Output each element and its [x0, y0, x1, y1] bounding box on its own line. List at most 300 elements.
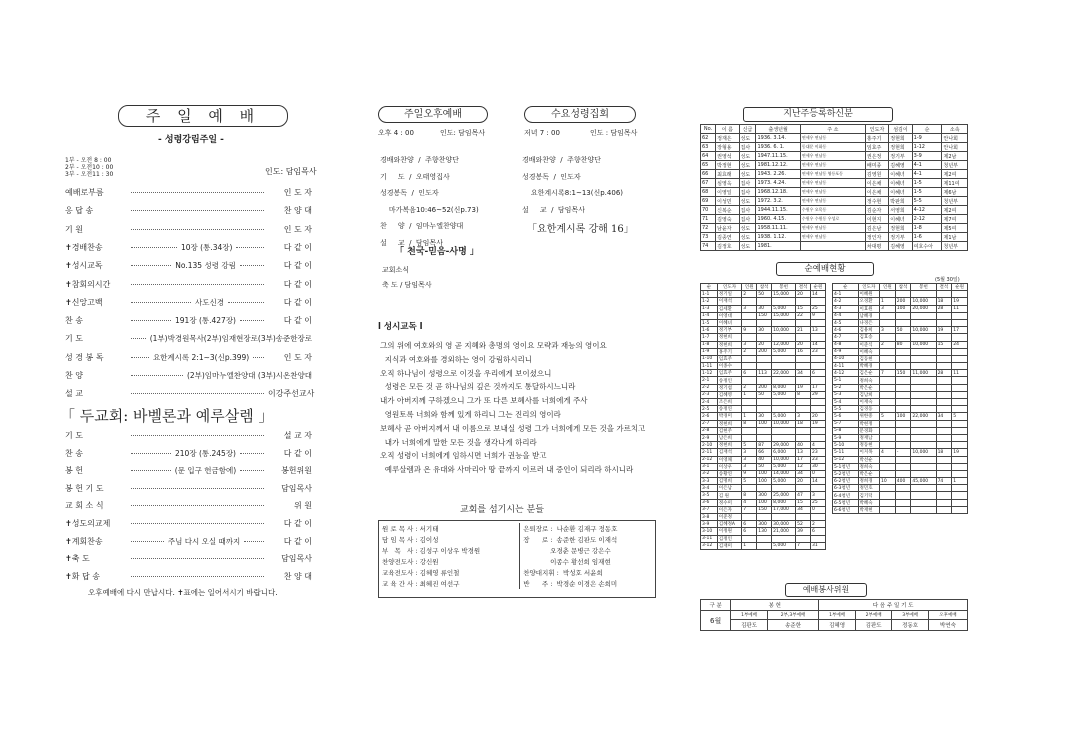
leader-dots [131, 393, 264, 394]
servers-row [379, 567, 655, 578]
attendance-cell [880, 442, 896, 449]
attendance-cell: 김용희 [858, 327, 880, 334]
attendance-cell [952, 499, 968, 506]
visitors-cell: 성도 [739, 152, 756, 161]
attendance-cell [936, 363, 952, 370]
order-person: 위 원 [294, 501, 312, 511]
attendance-cell: 19 [952, 449, 968, 456]
attendance-cell [911, 291, 936, 298]
attendance-cell [895, 291, 911, 298]
visitors-cell: 박판희 [889, 197, 912, 206]
attendance-cell [911, 485, 936, 492]
attendance-cell: 정희숙 [858, 377, 880, 384]
order-person: 담임목사 [281, 554, 312, 564]
attendance-cell [895, 499, 911, 506]
attendance-header-cell: 인원 [880, 284, 896, 291]
attendance-cell: 14,000 [772, 470, 796, 477]
attendance-cell [895, 312, 911, 319]
attendance-cell: 80 [895, 341, 911, 348]
attendance-cell: 5,000 [772, 391, 796, 398]
visitors-cell: 이은채 [865, 179, 888, 188]
visitors-cell: 74 [701, 242, 716, 251]
attendance-header-cell: 순원 [811, 284, 826, 291]
attendance-cell [811, 399, 826, 406]
attendance-cell: 정희숙 [858, 463, 880, 470]
attendance-cell: 2-8 [701, 427, 718, 434]
leader-dots [131, 357, 149, 358]
order-item: 봉 헌 기 도 [65, 483, 104, 493]
visitors-cell: 김혜영 [889, 242, 912, 251]
attendance-row [701, 413, 826, 420]
attendance-cell: 15 [796, 305, 811, 312]
servers-cell: 장 로 : 송준한 김판도 이재석 [520, 534, 655, 545]
attendance-cell: 19 [952, 298, 968, 305]
attendance-cell: 4-4 [833, 312, 859, 319]
attendance-row [833, 442, 968, 449]
visitors-cell: 연세우 연남동 [800, 188, 865, 197]
attendance-cell: 김현주 [717, 427, 741, 434]
order-row [65, 187, 312, 198]
order-row [65, 571, 312, 582]
visitors-cell: 1-5 [912, 179, 942, 188]
visitors-header-cell: 신급 [739, 125, 756, 134]
leader-dots [244, 541, 264, 542]
visitors-cell: 김종연 [716, 233, 739, 242]
visitors-cell: 권은정 [865, 152, 888, 161]
attendance-cell: 0 [811, 470, 826, 477]
attendance-cell [772, 319, 796, 326]
duty-header-cell: 구 분 [701, 600, 731, 611]
duty-name-cell: 김혜영 [819, 620, 856, 631]
duty-name-cell: 김판도 [855, 620, 892, 631]
attendance-cell: 9 [742, 327, 757, 334]
attendance-cell: 23 [811, 456, 826, 463]
attendance-cell: 2-7 [701, 420, 718, 427]
duty-header-cell: 봉 헌 [731, 600, 819, 611]
attendance-cell: 1 [952, 478, 968, 485]
wednesday-sermon: 「요한계시록 강해 16」 [527, 224, 634, 235]
attendance-cell [952, 470, 968, 477]
order-item: ✝축 도 [65, 554, 90, 564]
visitors-cell: 차대평 [865, 242, 888, 251]
visitors-cell: 62 [701, 134, 716, 143]
attendance-cell [936, 463, 952, 470]
attendance-cell: 김 원 [717, 492, 741, 499]
attendance-cell: 6-4청년 [833, 492, 859, 499]
duty-header-row [701, 600, 968, 611]
attendance-row [701, 420, 826, 427]
attendance-cell: 박경미 [717, 413, 741, 420]
attendance-cell: 22,000 [911, 413, 936, 420]
order-detail: (1부)박경원목사(2부)임재현장로(3부)송준한장로 [149, 334, 312, 344]
attendance-cell: 2-12 [701, 456, 718, 463]
order-row [65, 315, 312, 326]
attendance-cell: 1-9 [701, 348, 718, 355]
visitors-cell: 김정호 [716, 242, 739, 251]
attendance-cell: 8 [742, 492, 757, 499]
visitors-header-cell: 순 [912, 125, 942, 134]
visitors-cell: 제2여 [942, 206, 968, 215]
attendance-cell [880, 334, 896, 341]
attendance-cell [952, 384, 968, 391]
leader-dots [131, 470, 171, 471]
attendance-cell: 5-2 [833, 384, 859, 391]
attendance-cell [895, 485, 911, 492]
attendance-cell: 2 [742, 384, 757, 391]
main-service-subtitle: - 성령강림주일 - [158, 135, 224, 145]
attendance-cell: 3-9 [701, 521, 718, 528]
visitors-header-cell: 주 소 [800, 125, 865, 134]
attendance-cell: 4-2 [833, 298, 859, 305]
attendance-cell [772, 406, 796, 413]
attendance-cell: 김혜영 [717, 391, 741, 398]
attendance-cell: 300 [757, 492, 772, 499]
order-row [65, 205, 312, 216]
attendance-cell [811, 319, 826, 326]
attendance-cell [911, 355, 936, 362]
visitors-cell: 4-1 [912, 170, 942, 179]
leader-dots [131, 505, 264, 506]
attendance-header-cell: 참석 [895, 284, 911, 291]
attendance-cell: 29 [811, 391, 826, 398]
attendance-row [833, 291, 968, 298]
order-row [65, 242, 312, 253]
attendance-cell [911, 442, 936, 449]
main-service-title: 주 일 예 배 [118, 105, 288, 127]
visitors-cell: 연세우 연남동 [800, 134, 865, 143]
attendance-row [701, 470, 826, 477]
attendance-cell: 남은희 [717, 434, 741, 441]
attendance-cell [911, 348, 936, 355]
visitors-cell: 1938. 1.12. [756, 233, 800, 242]
attendance-cell [936, 399, 952, 406]
visitors-cell: 김영숙 [716, 215, 739, 224]
attendance-cell: 47 [796, 492, 811, 499]
attendance-cell: 김남희 [858, 391, 880, 398]
attendance-cell: 1-5 [701, 319, 718, 326]
attendance-cell: 2-6 [701, 413, 718, 420]
attendance-cell [936, 319, 952, 326]
visitors-cell: 수원우 수원동 우성로 [800, 215, 865, 224]
reading-line: 성령은 모든 것 곧 하나님의 깊은 것까지도 통달하시느니라 [380, 382, 576, 392]
reading-line: 오직 성령이 너희에게 임하시면 너희가 권능을 받고 [380, 451, 547, 461]
order-row [65, 518, 312, 529]
attendance-cell: 3-4 [701, 485, 718, 492]
attendance-cell: 4 [811, 442, 826, 449]
leader-dots [131, 338, 146, 339]
duty-service-cell: 오후예배 [928, 611, 967, 620]
attendance-row [701, 506, 826, 513]
attendance-cell: 3 [796, 413, 811, 420]
attendance-header-cell: 순 [701, 284, 718, 291]
order-detail: (2부)임마누엘찬양대 (3부)시온찬양대 [186, 371, 312, 380]
attendance-cell [952, 319, 968, 326]
attendance-cell: 1 [742, 413, 757, 420]
visitors-cell: 4-12 [912, 206, 942, 215]
attendance-cell: 1 [742, 391, 757, 398]
attendance-cell [952, 363, 968, 370]
attendance-cell [936, 492, 952, 499]
order-person: 설 교 자 [283, 431, 312, 440]
visitors-cell: 집사 [739, 215, 756, 224]
attendance-cell [895, 434, 911, 441]
attendance-cell [936, 377, 952, 384]
attendance-cell: 10,000 [911, 449, 936, 456]
attendance-cell [796, 406, 811, 413]
attendance-cell: 박혜경 [858, 363, 880, 370]
attendance-cell [772, 434, 796, 441]
attendance-cell [772, 399, 796, 406]
attendance-cell [936, 406, 952, 413]
attendance-header-cell: 인도자 [717, 284, 741, 291]
order-item: 기 원 [65, 224, 83, 234]
attendance-cell: 5 [742, 478, 757, 485]
attendance-cell: 20 [811, 413, 826, 420]
order-item: 봉 헌 [65, 466, 83, 476]
attendance-cell: 정기일 [717, 291, 741, 298]
leader-dots [131, 435, 264, 436]
attendance-row [701, 463, 826, 470]
order-person: 담임목사 [281, 483, 312, 493]
attendance-cell: 2-3 [701, 391, 718, 398]
visitors-cell: 1960. 4.15. [756, 215, 800, 224]
attendance-cell: 4-3 [833, 305, 859, 312]
attendance-cell: 2-4 [701, 399, 718, 406]
attendance-cell [911, 377, 936, 384]
attendance-cell: 4-5 [833, 319, 859, 326]
attendance-cell: 100 [895, 413, 911, 420]
leader-dots [240, 470, 264, 471]
attendance-cell [796, 355, 811, 362]
attendance-cell: 5,000 [772, 348, 796, 355]
attendance-cell: 6 [811, 528, 826, 535]
attendance-row [833, 434, 968, 441]
order-item: 예배로부름 [65, 188, 104, 197]
attendance-cell [895, 319, 911, 326]
attendance-cell: 34 [796, 470, 811, 477]
attendance-cell: 3-6 [701, 499, 718, 506]
attendance-row [701, 456, 826, 463]
reading-line: 내가 너희에게 말한 모든 것을 생각나게 하리라 [380, 437, 537, 447]
order-person: 다 같 이 [283, 448, 312, 458]
order-row [65, 536, 312, 547]
visitors-header-cell: 인도자 [865, 125, 888, 134]
attendance-row [701, 528, 826, 535]
visitors-cell: 제11여 [942, 179, 968, 188]
order-item: ✝참회의시간 [65, 279, 111, 289]
attendance-cell [811, 434, 826, 441]
attendance-cell: 5-7 [833, 420, 859, 427]
attendance-cell: 12 [796, 463, 811, 470]
attendance-cell [895, 363, 911, 370]
visitors-row [701, 161, 968, 170]
attendance-header-cell: 순 [833, 284, 859, 291]
attendance-row [833, 413, 968, 420]
attendance-cell: 오경환 [858, 298, 880, 305]
attendance-cell [880, 291, 896, 298]
attendance-row [701, 406, 826, 413]
attendance-cell: 김기덕 [858, 492, 880, 499]
attendance-header-cell: 인도자 [858, 284, 880, 291]
attendance-cell [936, 355, 952, 362]
attendance-cell: 18 [936, 298, 952, 305]
reading-line: 지식과 여호와를 경외하는 영이 강림하시리니 [380, 354, 532, 364]
attendance-cell [796, 319, 811, 326]
attendance-row [833, 348, 968, 355]
attendance-header-cell: 결석 [936, 284, 952, 291]
attendance-cell: 29,000 [772, 442, 796, 449]
attendance-cell: 14 [811, 291, 826, 298]
attendance-cell: 3 [742, 341, 757, 348]
order-person: 인 도 자 [283, 352, 312, 362]
attendance-cell: 28 [936, 305, 952, 312]
attendance-cell: 10 [880, 478, 896, 485]
attendance-cell: 28 [936, 370, 952, 377]
attendance-cell: 2 [742, 291, 757, 298]
attendance-cell: 10,000 [911, 298, 936, 305]
order-person: 찬 양 대 [283, 571, 312, 581]
attendance-cell [742, 514, 757, 521]
visitors-row [701, 242, 968, 251]
attendance-row [701, 312, 826, 319]
attendance-cell [796, 377, 811, 384]
attendance-cell: 5 [952, 413, 968, 420]
duty-name-cell: 정동호 [892, 620, 929, 631]
attendance-cell [742, 427, 757, 434]
servers-cell: 이종수 황선희 임재현 [520, 556, 655, 567]
attendance-cell [742, 363, 757, 370]
attendance-header-cell: 봉헌 [772, 284, 796, 291]
attendance-cell: 이재석 [717, 298, 741, 305]
attendance-cell: 정동현 [858, 442, 880, 449]
servers-box [378, 520, 656, 598]
attendance-cell: 100 [757, 478, 772, 485]
attendance-row [701, 305, 826, 312]
attendance-cell [895, 406, 911, 413]
attendance-cell: 10,000 [772, 456, 796, 463]
attendance-cell [796, 427, 811, 434]
visitors-cell: 성도 [739, 197, 756, 206]
program-line: 경배와찬양 / 주향찬양단 [522, 156, 601, 164]
attendance-row [701, 514, 826, 521]
duty-name-cell: 박연숙 [928, 620, 967, 631]
attendance-cell: 송정연 [717, 406, 741, 413]
visitors-cell: 3-9 [912, 152, 942, 161]
attendance-cell [880, 434, 896, 441]
attendance-cell [742, 298, 757, 305]
attendance-cell [936, 442, 952, 449]
attendance-cell [757, 334, 772, 341]
visitors-title: 지난주등록하신분 [743, 107, 893, 122]
attendance-row [833, 456, 968, 463]
attendance-cell: 박은순 [858, 384, 880, 391]
attendance-cell: 이효원 [858, 305, 880, 312]
order-row [65, 448, 312, 459]
leader-dots [253, 357, 264, 358]
order-detail: 사도신경 [195, 297, 224, 307]
visitors-cell: 1944.11.15. [756, 206, 800, 215]
attendance-cell [952, 427, 968, 434]
visitors-cell: 1-8 [912, 224, 942, 233]
attendance-cell: 0 [811, 506, 826, 513]
attendance-cell [811, 514, 826, 521]
attendance-cell: 4-12 [833, 370, 859, 377]
attendance-cell [880, 348, 896, 355]
attendance-cell [757, 535, 772, 542]
attendance-cell [757, 485, 772, 492]
visitors-cell: 남윤자 [716, 224, 739, 233]
attendance-cell: 이은남 [717, 485, 741, 492]
attendance-cell [895, 427, 911, 434]
attendance-cell: 3-7 [701, 506, 718, 513]
visitors-cell: 68 [701, 188, 716, 197]
order-row [65, 388, 315, 399]
attendance-cell: 임효주 [717, 355, 741, 362]
attendance-cell: 이영채 [717, 456, 741, 463]
attendance-cell: 이정원 [717, 528, 741, 535]
order-row [65, 483, 312, 494]
attendance-cell [952, 406, 968, 413]
order-person: 다 같 이 [283, 519, 312, 528]
leader-dots [131, 576, 264, 577]
attendance-cell: 21 [796, 327, 811, 334]
visitors-cell: 성도 [739, 233, 756, 242]
attendance-cell: 1-11 [701, 363, 718, 370]
attendance-cell [895, 399, 911, 406]
attendance-cell: 15 [936, 341, 952, 348]
attendance-cell: 박혜숙 [858, 499, 880, 506]
attendance-row [701, 499, 826, 506]
visitors-cell: 정기부 [889, 233, 912, 242]
attendance-cell: 1 [880, 298, 896, 305]
attendance-cell: 113 [757, 370, 772, 377]
attendance-cell [757, 399, 772, 406]
visitors-cell: 이현지 [865, 215, 888, 224]
attendance-cell: 문경화 [858, 427, 880, 434]
attendance-cell: 13 [796, 449, 811, 456]
visitors-cell: 1968.12.18. [756, 188, 800, 197]
leader-dots [240, 265, 264, 266]
attendance-cell [757, 319, 772, 326]
attendance-cell: 24 [952, 341, 968, 348]
program-line: 마가복음10:46~52(신p.73) [380, 205, 479, 214]
duty-service-cell: 2부,3부예배 [767, 611, 819, 620]
attendance-cell: 6 [742, 521, 757, 528]
visitors-cell: 제2여 [942, 170, 968, 179]
servers-cell: 찬양대지휘 : 박성호 서윤희 [520, 567, 655, 578]
attendance-cell: 50 [757, 463, 772, 470]
order-row [65, 279, 312, 290]
attendance-cell: 5-4 [833, 399, 859, 406]
attendance-cell: 50 [757, 291, 772, 298]
visitors-cell: 이영일 [716, 188, 739, 197]
attendance-cell [757, 427, 772, 434]
attendance-cell [796, 363, 811, 370]
attendance-cell: 5,000 [772, 542, 796, 549]
visitors-cell: 집사 [739, 179, 756, 188]
order-person: 다 같 이 [283, 297, 312, 307]
attendance-cell [796, 514, 811, 521]
attendance-cell [796, 334, 811, 341]
attendance-row [701, 391, 826, 398]
attendance-row [833, 312, 968, 319]
attendance-cell [911, 420, 936, 427]
visitors-cell: 1-9 [912, 134, 942, 143]
attendance-cell: 20 [796, 291, 811, 298]
attendance-cell: 김재미 [717, 542, 741, 549]
visitors-cell: 박정현 [716, 161, 739, 170]
visitors-cell: 최효래 [716, 170, 739, 179]
